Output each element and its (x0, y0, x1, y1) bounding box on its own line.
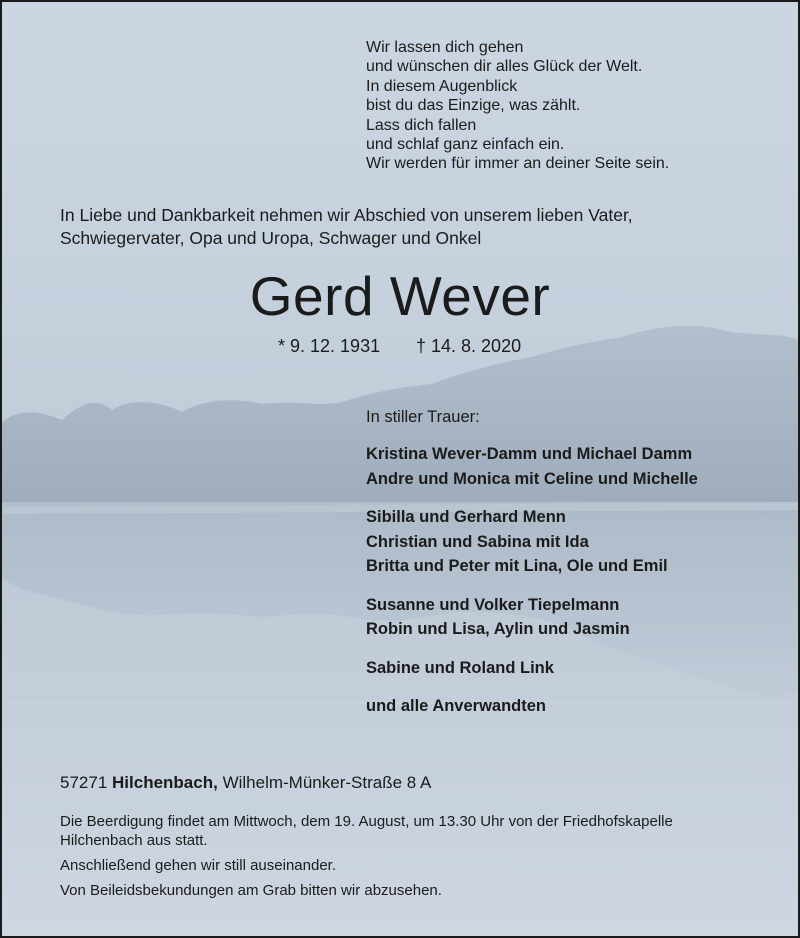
funeral-line: Hilchenbach aus statt. (60, 832, 208, 849)
funeral-line: Die Beerdigung findet am Mittwoch, dem 19. August, um 13.30 Uhr von der Friedhofskapelle (60, 813, 673, 830)
address-city: Hilchenbach, (112, 773, 218, 792)
mourners-label: In stiller Trauer: (366, 408, 480, 426)
mourner-line: Robin und Lisa, Aylin und Jasmin (366, 620, 630, 638)
funeral-notes (60, 812, 673, 906)
mourner-line: Andre und Monica mit Celine und Michelle (366, 469, 698, 488)
poem-line: und wünschen dir alles Glück der Welt. (366, 58, 643, 76)
mourner-group (366, 505, 698, 579)
mourner-group (366, 656, 698, 681)
intro-text (60, 204, 633, 250)
poem-line: bist du das Einzige, was zählt. (366, 97, 581, 115)
funeral-info (60, 812, 673, 850)
poem-line: Wir werden für immer an deiner Seite sein. (366, 155, 670, 173)
condolence-note: Von Beileidsbekundungen am Grab bitten wir abzusehen. (60, 882, 442, 899)
poem-line: Lass dich fallen (366, 116, 477, 134)
poem-line: und schlaf ganz einfach ein. (366, 136, 565, 154)
mourner-group (366, 593, 698, 642)
address (60, 772, 431, 794)
after-note: Anschließend gehen wir still auseinander. (60, 857, 336, 874)
poem-line: Wir lassen dich gehen (366, 39, 524, 56)
mourner-group (366, 694, 698, 719)
mourner-line: und alle Anverwandten (366, 697, 547, 715)
intro-line: In Liebe und Dankbarkeit nehmen wir Abschied von unserem lieben Vater, (60, 205, 633, 225)
mourner-line: Sibilla und Gerhard Menn (366, 508, 566, 526)
intro-line: Schwiegervater, Opa und Uropa, Schwager und Onkel (60, 228, 482, 248)
mourners-block (366, 406, 698, 733)
poem-line: In diesem Augenblick (366, 77, 518, 95)
mourner-line: Christian und Sabina mit Ida (366, 532, 589, 551)
mourner-group (366, 442, 698, 491)
birth-date: * 9. 12. 1931 (278, 336, 381, 356)
address-street: Wilhelm-Münker-Straße 8 A (222, 773, 432, 792)
mourner-line: Britta und Peter mit Lina, Ole und Emil (366, 557, 668, 575)
mourner-line: Susanne und Volker Tiepelmann (366, 595, 620, 614)
death-date: † 14. 8. 2020 (416, 336, 522, 356)
mourner-line: Sabine und Roland Link (366, 658, 554, 677)
deceased-name: Gerd Wever (249, 265, 551, 327)
poem (366, 38, 669, 174)
address-zip: 57271 (60, 773, 108, 792)
mourner-line: Kristina Wever-Damm und Michael Damm (366, 445, 693, 463)
